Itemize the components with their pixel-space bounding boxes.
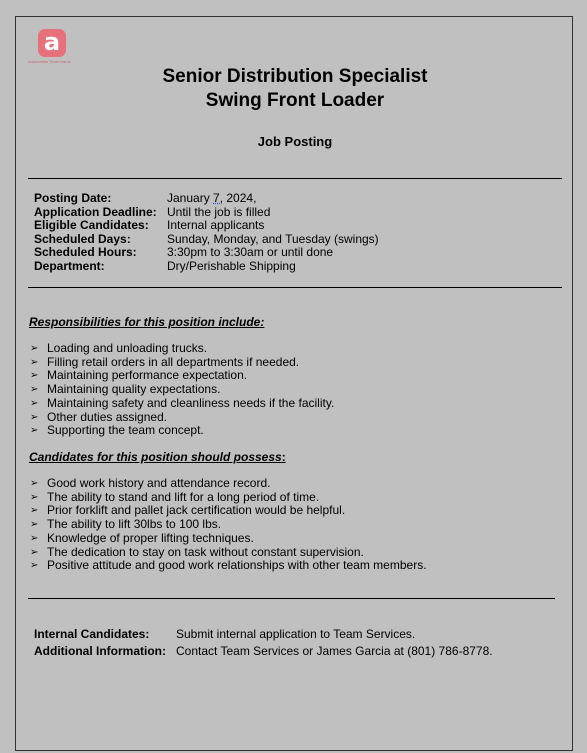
list-item xyxy=(30,532,427,546)
list-item xyxy=(30,383,334,397)
list-item xyxy=(30,504,427,518)
list-item-text: Prior forklift and pallet jack certification would be helpful. xyxy=(47,503,346,518)
detail-label: Scheduled Hours: xyxy=(34,245,137,259)
detail-label: Department: xyxy=(34,258,105,273)
job-subtitle-role: Swing Front Loader xyxy=(205,90,385,111)
candidates-list xyxy=(30,477,427,573)
responsibilities-list xyxy=(30,342,334,438)
divider-top xyxy=(28,178,562,179)
company-logo xyxy=(38,29,66,57)
list-item xyxy=(30,546,427,560)
list-item-text: The ability to lift 30lbs to 100 lbs. xyxy=(47,517,222,532)
list-item-text: Knowledge of proper lifting techniques. xyxy=(47,530,254,545)
arrow-bullet-icon: ➢ xyxy=(30,505,39,517)
list-item xyxy=(30,411,334,425)
footer-label: Additional Information: xyxy=(34,644,166,658)
arrow-bullet-icon: ➢ xyxy=(30,343,39,354)
list-item xyxy=(30,424,334,438)
arrow-bullet-icon: ➢ xyxy=(30,370,39,382)
detail-value: Until the job is filled xyxy=(167,204,271,219)
arrow-bullet-icon: ➢ xyxy=(30,532,39,544)
date-day-link[interactable]: 7, xyxy=(213,191,224,205)
arrow-bullet-icon: ➢ xyxy=(30,478,39,489)
footer-row-additional xyxy=(34,643,493,660)
arrow-bullet-icon: ➢ xyxy=(30,491,39,503)
list-item xyxy=(30,518,427,532)
detail-value: Sunday, Monday, and Tuesday (swings) xyxy=(167,231,379,246)
contact-footer xyxy=(34,626,493,660)
list-item-text: Filling retail orders in all departments if needed. xyxy=(47,354,300,369)
list-item-text: The dedication to stay on task without constant supervision. xyxy=(47,544,364,559)
detail-value: Internal applicants xyxy=(167,218,265,232)
list-item xyxy=(30,559,427,573)
detail-row-posting-date xyxy=(34,192,379,206)
list-item-text: Maintaining quality expectations. xyxy=(47,382,221,397)
detail-label: Scheduled Days: xyxy=(34,231,131,246)
list-item xyxy=(30,397,334,411)
list-item-text: Other duties assigned. xyxy=(47,409,168,424)
divider-bottom xyxy=(28,598,555,599)
detail-row-days xyxy=(34,233,379,247)
responsibilities-heading: Responsibilities for this position include: xyxy=(29,315,265,329)
list-item-text: Good work history and attendance record. xyxy=(47,476,271,490)
job-title: Senior Distribution Specialist xyxy=(162,66,428,87)
list-item-text: Maintaining performance expectation. xyxy=(47,368,248,383)
arrow-bullet-icon: ➢ xyxy=(30,411,39,423)
logo-tagline: Automation Team Name xyxy=(28,59,71,64)
list-item-text: The ability to stand and lift for a long period of time. xyxy=(47,489,320,504)
detail-label: Application Deadline: xyxy=(34,204,157,219)
detail-value xyxy=(167,192,256,206)
date-month: January xyxy=(167,191,214,205)
list-item xyxy=(30,491,427,505)
footer-label: Internal Candidates: xyxy=(34,627,150,641)
candidates-heading-colon: : xyxy=(281,450,286,464)
arrow-bullet-icon: ➢ xyxy=(30,384,39,396)
list-item-text: Supporting the team concept. xyxy=(47,423,204,438)
candidates-heading xyxy=(29,450,286,464)
list-item xyxy=(30,356,334,370)
detail-value: 3:30pm to 3:30am or until done xyxy=(167,245,334,259)
list-item xyxy=(30,369,334,383)
list-item-text: Maintaining safety and cleanliness needs if the facility. xyxy=(47,395,335,410)
detail-value: Dry/Perishable Shipping xyxy=(167,258,296,273)
footer-row-internal xyxy=(34,626,493,643)
detail-row-hours xyxy=(34,246,379,260)
logo-letter: a xyxy=(43,27,61,56)
arrow-bullet-icon: ➢ xyxy=(30,546,39,558)
detail-row-department xyxy=(34,260,379,274)
arrow-bullet-icon: ➢ xyxy=(30,425,39,437)
arrow-bullet-icon: ➢ xyxy=(30,519,39,531)
divider-middle xyxy=(28,287,562,288)
detail-label: Eligible Candidates: xyxy=(34,218,149,232)
posting-heading: Job Posting xyxy=(257,134,333,149)
list-item-text: Loading and unloading trucks. xyxy=(47,341,208,355)
document-page xyxy=(15,16,573,751)
arrow-bullet-icon: ➢ xyxy=(30,397,39,409)
list-item xyxy=(30,477,427,491)
arrow-bullet-icon: ➢ xyxy=(30,356,39,368)
detail-label: Posting Date: xyxy=(34,191,112,205)
posting-details xyxy=(34,192,379,273)
detail-row-deadline xyxy=(34,206,379,220)
list-item xyxy=(30,342,334,356)
date-year: 2024, xyxy=(223,191,257,205)
footer-value: Contact Team Services or James Garcia at (801) 786-8778. xyxy=(176,644,493,658)
footer-value: Submit internal application to Team Services. xyxy=(176,627,416,641)
list-item-text: Positive attitude and good work relationships with other team members. xyxy=(47,558,427,573)
arrow-bullet-icon: ➢ xyxy=(30,560,39,572)
candidates-heading-text: Candidates for this position should possess xyxy=(29,450,282,464)
detail-row-eligible xyxy=(34,219,379,233)
